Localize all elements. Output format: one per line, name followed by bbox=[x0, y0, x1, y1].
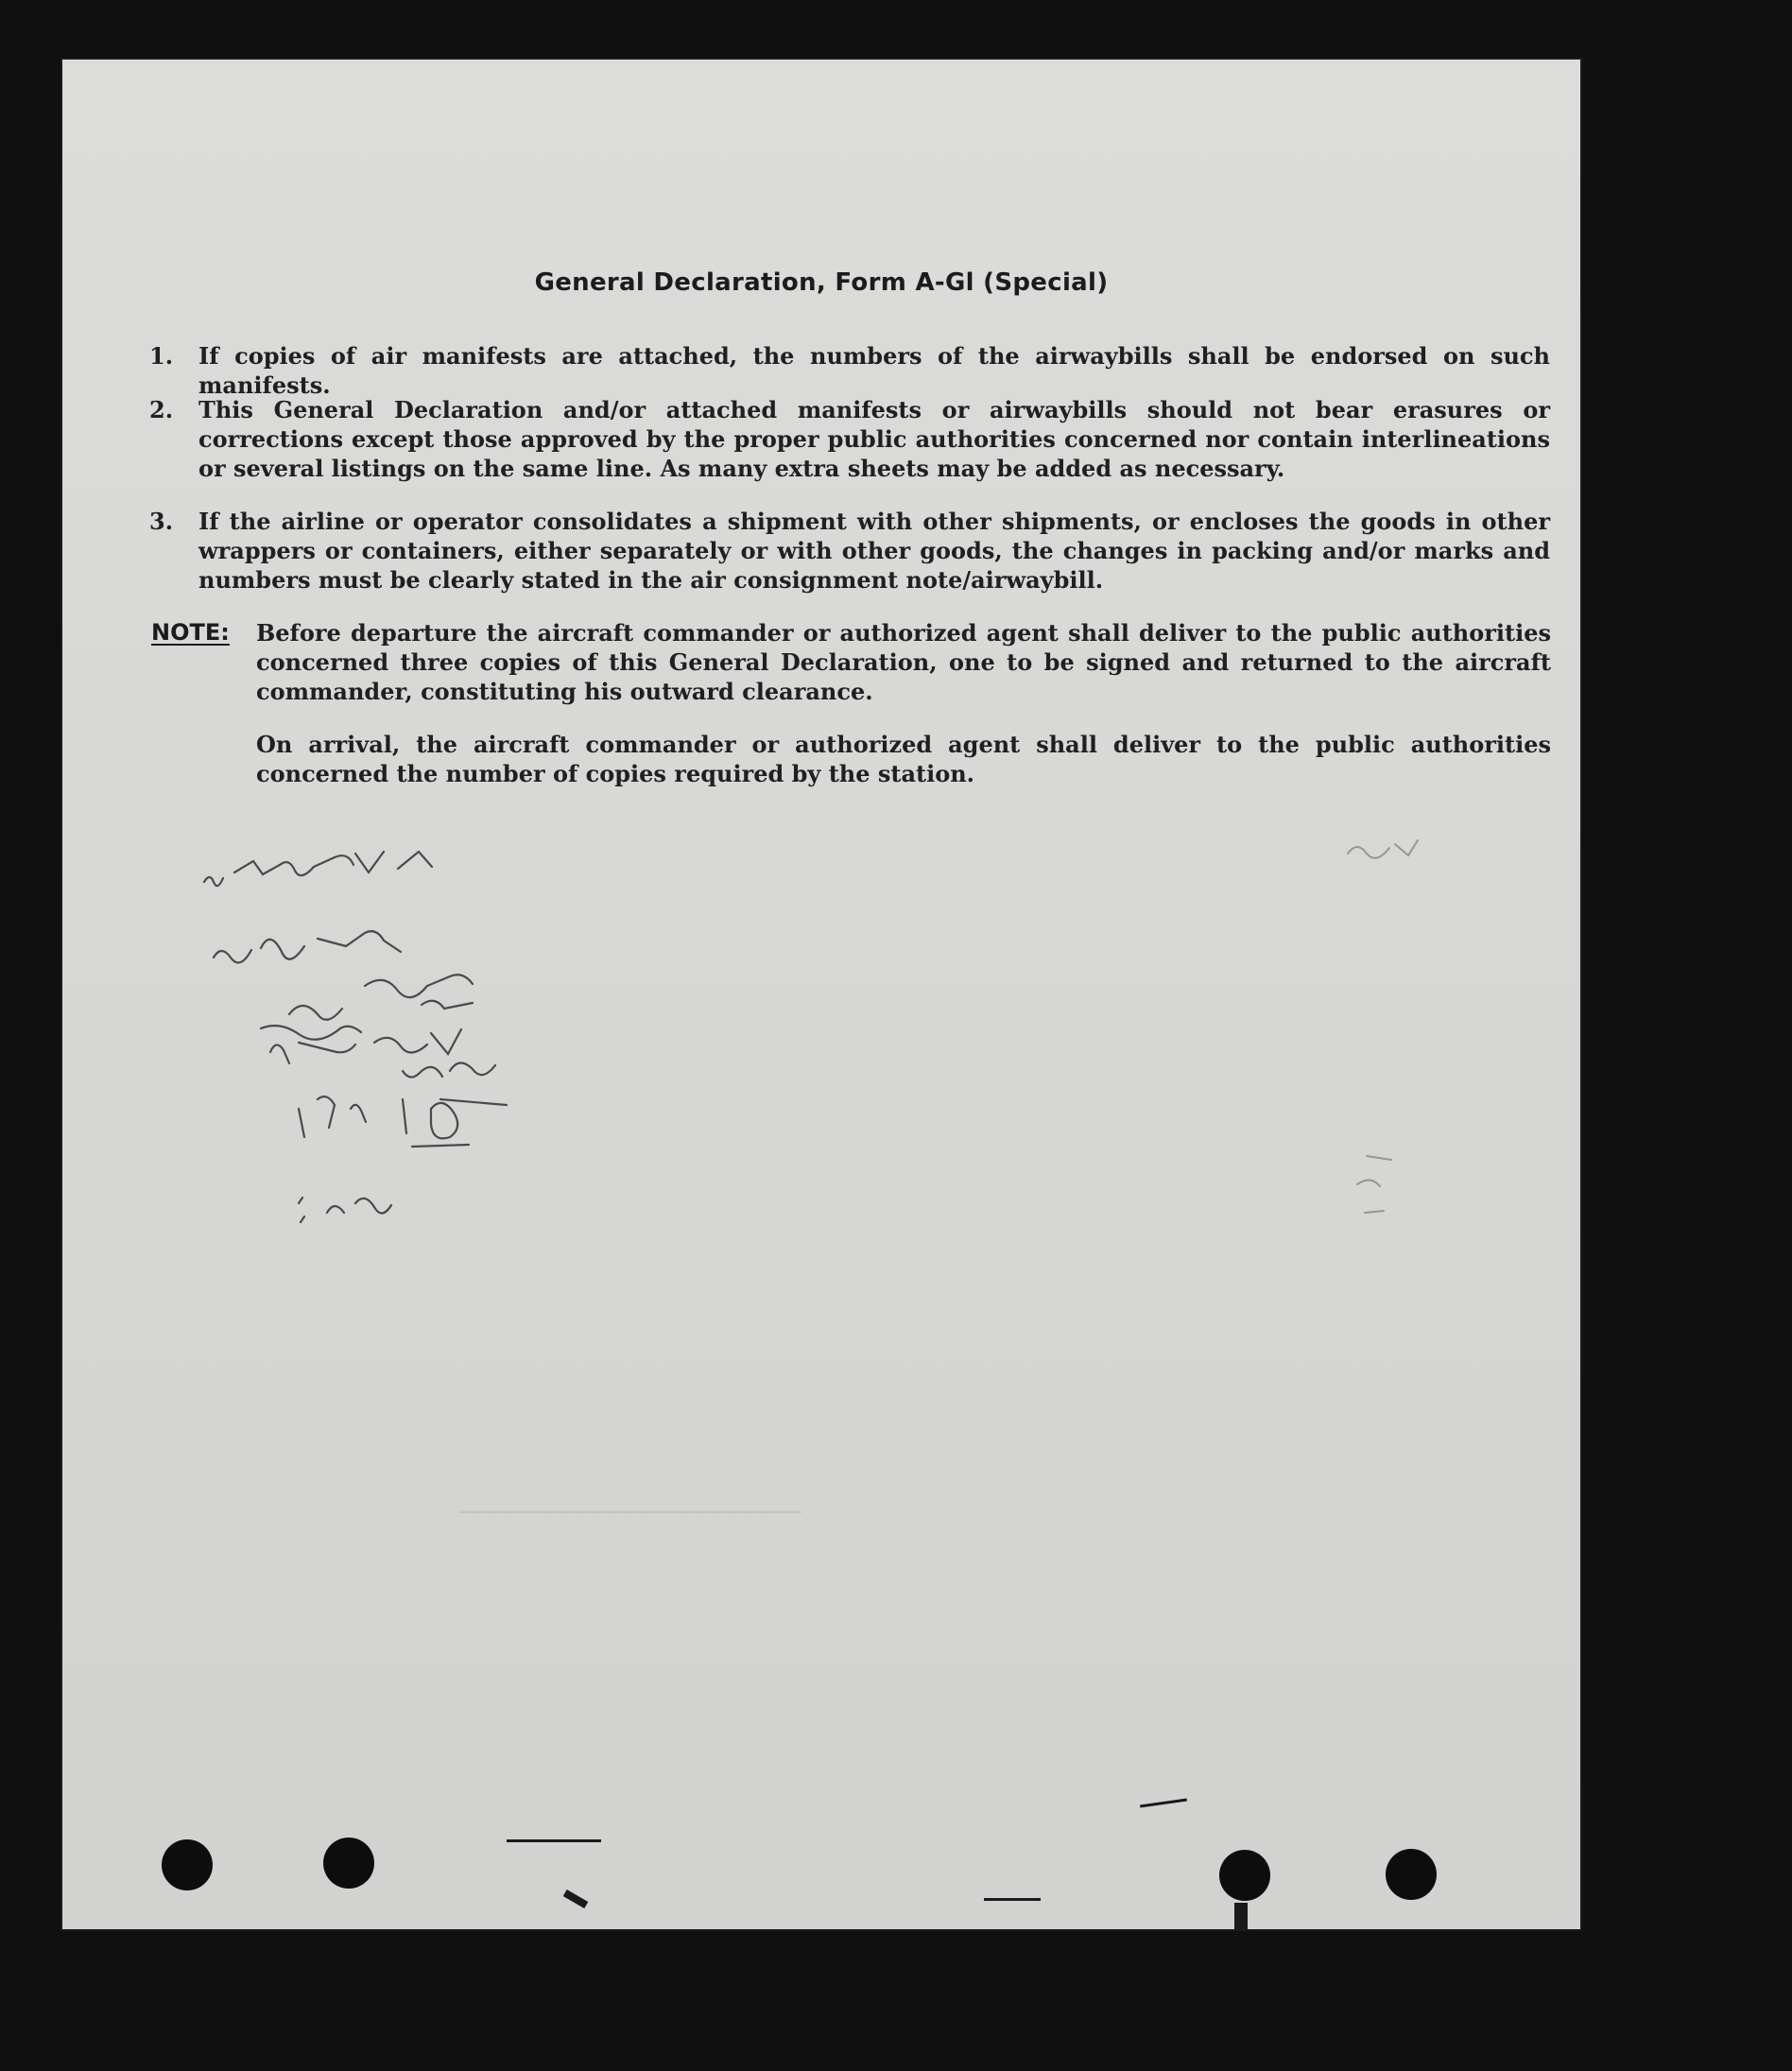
speck bbox=[563, 1890, 589, 1908]
speck bbox=[1234, 1903, 1248, 1929]
punch-hole bbox=[1386, 1849, 1437, 1900]
speck bbox=[1140, 1799, 1187, 1808]
item-number-1: 1. bbox=[149, 342, 174, 370]
note-text: Before departure the aircraft commander or authorized agent shall deliver to the public authorities concerned three copies of this General Declaration, one to be signed and returned to the aircraft commander, constituting his outward clearance. bbox=[256, 619, 1551, 705]
punch-hole bbox=[162, 1839, 213, 1890]
margin-marks bbox=[1263, 768, 1508, 1260]
note-arrival-text: On arrival, the aircraft commander or authorized agent shall deliver to the public authorities concerned the number of copies required by the station. bbox=[256, 731, 1551, 787]
item-number-2: 2. bbox=[149, 396, 174, 423]
form-title: General Declaration, Form A-Gl (Special) bbox=[534, 268, 1109, 297]
handwritten-notations bbox=[185, 797, 639, 1241]
item-number-3: 3. bbox=[149, 508, 174, 535]
bleed-through-text: ──────────────────── bbox=[459, 1496, 801, 1529]
punch-hole bbox=[1219, 1850, 1270, 1901]
punch-hole bbox=[323, 1838, 374, 1889]
item-text-2: This General Declaration and/or attached manifests or airwaybills should not bear erasures or corrections except those approved by the proper public authorities concerned nor contain interlineations or several listings on the same line. As many extra sheets may be added as necessary. bbox=[198, 396, 1550, 482]
document-sheet bbox=[62, 60, 1580, 1929]
item-text-3: If the airline or operator consolidates a shipment with other shipments, or encloses the goods in other wrappers or containers, either separately or with other goods, the changes in packing and/or marks and numbers must be clearly stated in the air consignment note/airwaybill. bbox=[198, 508, 1550, 594]
speck bbox=[507, 1839, 601, 1842]
note-label: NOTE: bbox=[151, 619, 230, 646]
item-text-1: If copies of air manifests are attached, the numbers of the airwaybills shall be endorsed on such manifests. bbox=[198, 342, 1550, 399]
speck bbox=[984, 1898, 1041, 1901]
